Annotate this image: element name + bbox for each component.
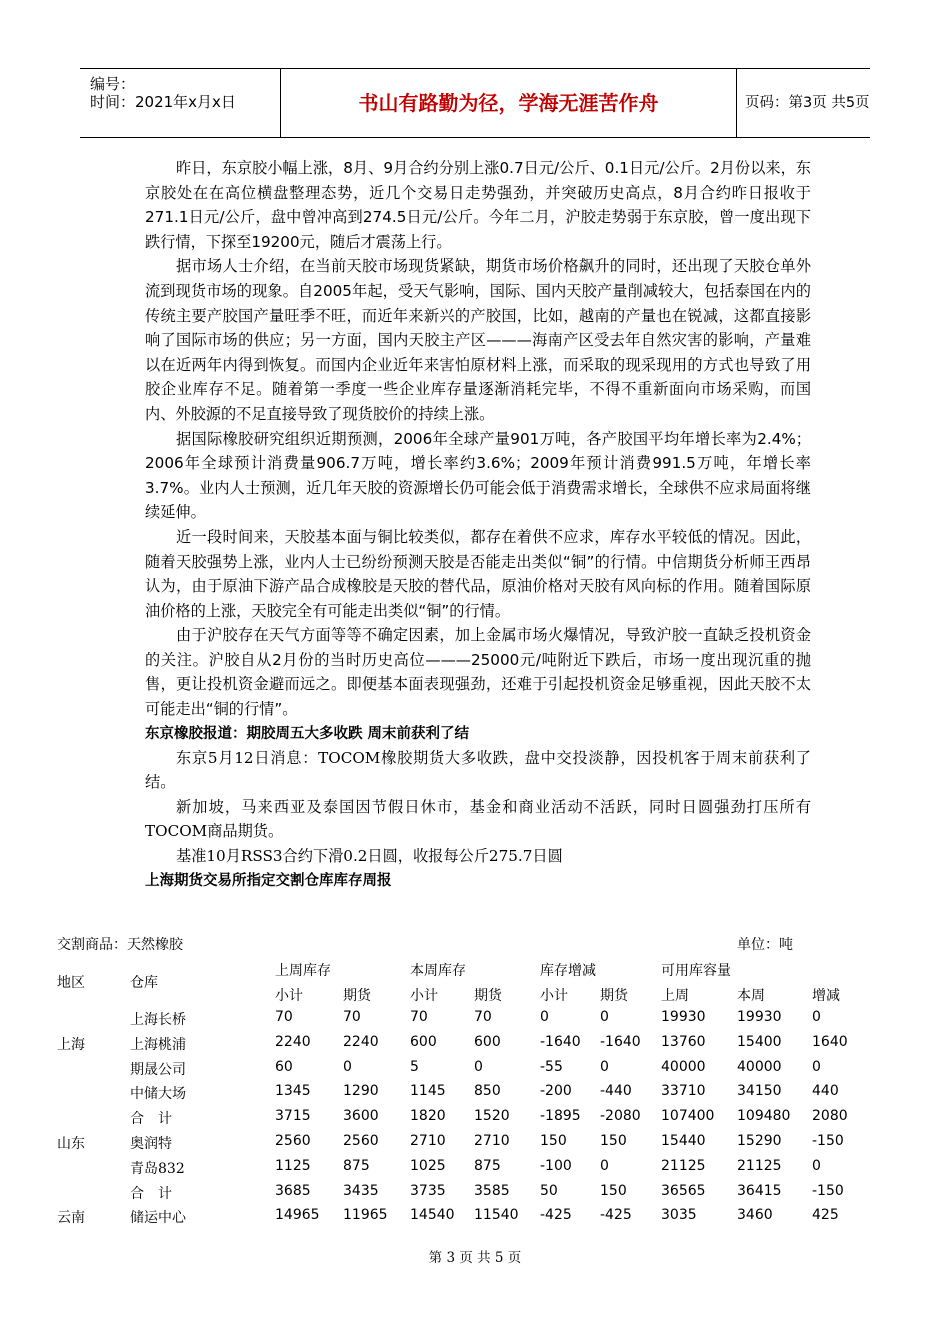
header-motto: 书山有路勤为径，学海无涯苦作舟 [281, 69, 737, 137]
sub-header: 期货 [343, 988, 371, 1004]
news-title: 东京橡胶报道：期胶周五大多收跌 周末前获利了结 [145, 725, 470, 742]
value-cell: 3585 [474, 1182, 510, 1199]
value-cell: 3715 [275, 1108, 311, 1125]
value-cell: 1145 [410, 1083, 446, 1100]
value-cell: 2240 [343, 1033, 379, 1050]
news-paragraph: 基准10月RSS3合约下滑0.2日圆，收报每公斤275.7日圆 [176, 847, 563, 866]
value-cell: 1640 [812, 1033, 848, 1050]
warehouse-cell: 期晟公司 [130, 1061, 186, 1078]
warehouse-cell: 奥润特 [130, 1136, 172, 1152]
doc-number-label: 编号： [90, 75, 136, 93]
warehouse-cell: 储运中心 [130, 1210, 186, 1227]
value-cell: 1125 [275, 1157, 311, 1174]
sub-header: 小计 [410, 988, 438, 1004]
value-cell: 2710 [474, 1133, 510, 1149]
value-cell: 15290 [737, 1133, 782, 1149]
value-cell: 150 [540, 1133, 567, 1149]
value-cell: 2240 [275, 1033, 311, 1050]
value-cell: 19930 [737, 1009, 782, 1025]
value-cell: 875 [474, 1157, 501, 1174]
value-cell: -425 [600, 1207, 632, 1224]
value-cell: -150 [812, 1182, 844, 1199]
value-cell: -150 [812, 1133, 844, 1149]
value-cell: 33710 [661, 1083, 706, 1100]
value-cell: 425 [812, 1207, 839, 1224]
value-cell: 3460 [737, 1207, 773, 1224]
region-cell: 云南 [57, 1210, 85, 1227]
value-cell: 440 [812, 1083, 839, 1100]
value-cell: 70 [275, 1009, 293, 1025]
region-cell: 上海 [57, 1036, 85, 1053]
paragraph: 据市场人士介绍，在当前天胶市场现货紧缺，期货市场价格飙升的同时，还出现了天胶仓单外流到现货市场的现象。自2005年起，受天气影响，国际、国内天胶产量削减较大，包括泰国在内的传统主要产胶国产量旺季不旺，而近年来新兴的产胶国，比如，越南的产量也在锐减，这都直接影响了国际市场的供应；另一方面，国内天胶主产区———海南产区受去年自然灾害的影响，产量难以在近两年内得到恢复。而国内企业近年来害怕原材料上涨，而采取的现采现用的方式也导致了用胶企业库存不足。随着第一季度一些企业库存量逐渐消耗完毕，不得不重新面向市场采购，而国内、外胶源的不足直接导致了现货胶价的持续上涨。 [145, 257, 811, 423]
value-cell: 3735 [410, 1182, 446, 1199]
table-title: 上海期货交易所指定交割仓库库存周报 [145, 872, 392, 889]
value-cell: 50 [540, 1182, 558, 1199]
warehouse-cell: 青岛832 [130, 1160, 185, 1177]
value-cell: 0 [812, 1009, 821, 1025]
value-cell: 3685 [275, 1182, 311, 1199]
value-cell: 70 [474, 1009, 492, 1025]
value-cell: 13760 [661, 1033, 706, 1050]
value-cell: -1895 [540, 1108, 581, 1125]
group-header: 库存增减 [540, 963, 596, 979]
value-cell: 150 [600, 1133, 627, 1149]
value-cell: 0 [540, 1009, 549, 1025]
value-cell: 2560 [275, 1133, 311, 1149]
value-cell: 3600 [343, 1108, 379, 1125]
warehouse-cell: 上海长桥 [130, 1012, 186, 1028]
value-cell: 1820 [410, 1108, 446, 1125]
page-footer: 第 3 页 共 5 页 [428, 1250, 522, 1266]
sub-header: 小计 [540, 988, 568, 1004]
value-cell: 21125 [737, 1157, 782, 1174]
value-cell: 0 [600, 1058, 609, 1075]
value-cell: 2560 [343, 1133, 379, 1149]
sub-header: 上周 [661, 988, 689, 1004]
header-page-info: 页码：第3页 共5页 [745, 95, 870, 111]
value-cell: 850 [474, 1083, 501, 1100]
sub-header: 小计 [275, 988, 303, 1004]
value-cell: 0 [812, 1157, 821, 1174]
value-cell: 107400 [661, 1108, 715, 1125]
warehouse-cell: 中储大场 [130, 1086, 186, 1103]
paragraph: 据国际橡胶研究组织近期预测，2006年全球产量901万吨，各产胶国平均年增长率为2.4%；2006年全球预计消费量906.7万吨，增长率约3.6%；2009年预计消费991.5万吨，年增长率3.7%。业内人士预测，近几年天胶的资源增长仍可能会低于消费需求增长，全球供不应求局面将继续延伸。 [145, 429, 811, 522]
value-cell: 14965 [275, 1207, 320, 1224]
value-cell: 3035 [661, 1207, 697, 1224]
value-cell: -200 [540, 1083, 572, 1100]
value-cell: 15400 [737, 1033, 782, 1050]
value-cell: 1025 [410, 1157, 446, 1174]
column-header-warehouse: 仓库 [130, 975, 158, 991]
value-cell: 600 [474, 1033, 501, 1050]
warehouse-cell: 上海桃浦 [130, 1036, 186, 1053]
region-cell: 山东 [57, 1136, 85, 1152]
commodity-label: 交割商品：天然橡胶 [57, 937, 183, 953]
value-cell: 11965 [343, 1207, 388, 1224]
news-paragraph: 东京5月12日消息：TOCOM橡胶期货大多收跌，盘中交投淡静，因投机客于周末前获利了结。 [145, 748, 811, 792]
value-cell: 0 [474, 1058, 483, 1075]
paragraph: 昨日，东京胶小幅上涨，8月、9月合约分别上涨0.7日元/公斤、0.1日元/公斤。2月份以来，东京胶处在在高位横盘整理态势，近几个交易日走势强劲，并突破历史高点，8月合约昨日报收于271.1日元/公斤，盘中曾冲高到274.5日元/公斤。今年二月，沪胶走势弱于东京胶，曾一度出现下跌行情，下探至19200元，随后才震荡上行。 [145, 159, 811, 251]
value-cell: 2080 [812, 1108, 848, 1125]
value-cell: 0 [600, 1009, 609, 1025]
paragraph: 由于沪胶存在天气方面等等不确定因素，加上金属市场火爆情况，导致沪胶一直缺乏投机资金的关注。沪胶自从2月份的当时历史高位———25000元/吨附近下跌后，市场一度出现沉重的抛售，更让投机资金避而远之。即便基本面表现强劲，还难于引起投机资金足够重视，因此天胶不太可能走出“铜的行情”。 [145, 626, 811, 719]
value-cell: 21125 [661, 1157, 706, 1174]
sub-header: 增减 [812, 988, 840, 1004]
group-header: 可用库容量 [661, 963, 731, 979]
value-cell: 70 [410, 1009, 428, 1025]
value-cell: 14540 [410, 1207, 455, 1224]
group-header: 上周库存 [275, 963, 331, 979]
unit-label: 单位：吨 [737, 937, 793, 953]
warehouse-cell: 合 计 [130, 1185, 172, 1202]
value-cell: 150 [600, 1182, 627, 1199]
value-cell: 1345 [275, 1083, 311, 1100]
value-cell: -440 [600, 1083, 632, 1100]
value-cell: 0 [343, 1058, 352, 1075]
value-cell: 1520 [474, 1108, 510, 1125]
value-cell: -1640 [600, 1033, 641, 1050]
news-paragraph: 新加坡，马来西亚及泰国因节假日休市，基金和商业活动不活跃，同时日圆强劲打压所有TOCOM商品期货。 [145, 797, 811, 841]
sub-header: 本周 [737, 988, 765, 1004]
value-cell: 36415 [737, 1182, 782, 1199]
value-cell: 11540 [474, 1207, 519, 1224]
value-cell: 600 [410, 1033, 437, 1050]
value-cell: 36565 [661, 1182, 706, 1199]
value-cell: 0 [600, 1157, 609, 1174]
value-cell: 40000 [737, 1058, 782, 1075]
value-cell: 5 [410, 1058, 419, 1075]
value-cell: 2710 [410, 1133, 446, 1149]
warehouse-cell: 合 计 [130, 1111, 172, 1128]
value-cell: 40000 [661, 1058, 706, 1075]
value-cell: 34150 [737, 1083, 782, 1100]
value-cell: 3435 [343, 1182, 379, 1199]
value-cell: 15440 [661, 1133, 706, 1149]
value-cell: 19930 [661, 1009, 706, 1025]
value-cell: 109480 [737, 1108, 791, 1125]
doc-date-label: 时间：2021年x月x日 [90, 93, 236, 111]
value-cell: -425 [540, 1207, 572, 1224]
paragraph: 近一段时间来，天胶基本面与铜比较类似，都存在着供不应求，库存水平较低的情况。因此，随着天胶强势上涨，业内人士已纷纷预测天胶是否能走出类似“铜”的行情。中信期货分析师王西昂认为，由于原油下游产品合成橡胶是天胶的替代品，原油价格对天胶有风向标的作用。随着国际原油价格的上涨，天胶完全有可能走出类似“铜”的行情。 [145, 527, 811, 620]
value-cell: 875 [343, 1157, 370, 1174]
group-header: 本周库存 [410, 963, 466, 979]
value-cell: 60 [275, 1058, 293, 1075]
sub-header: 期货 [474, 988, 502, 1004]
value-cell: -1640 [540, 1033, 581, 1050]
value-cell: -2080 [600, 1108, 641, 1125]
value-cell: 70 [343, 1009, 361, 1025]
value-cell: -55 [540, 1058, 563, 1075]
value-cell: 1290 [343, 1083, 379, 1100]
sub-header: 期货 [600, 988, 628, 1004]
column-header-region: 地区 [57, 975, 85, 991]
value-cell: 0 [812, 1058, 821, 1075]
value-cell: -100 [540, 1157, 572, 1174]
